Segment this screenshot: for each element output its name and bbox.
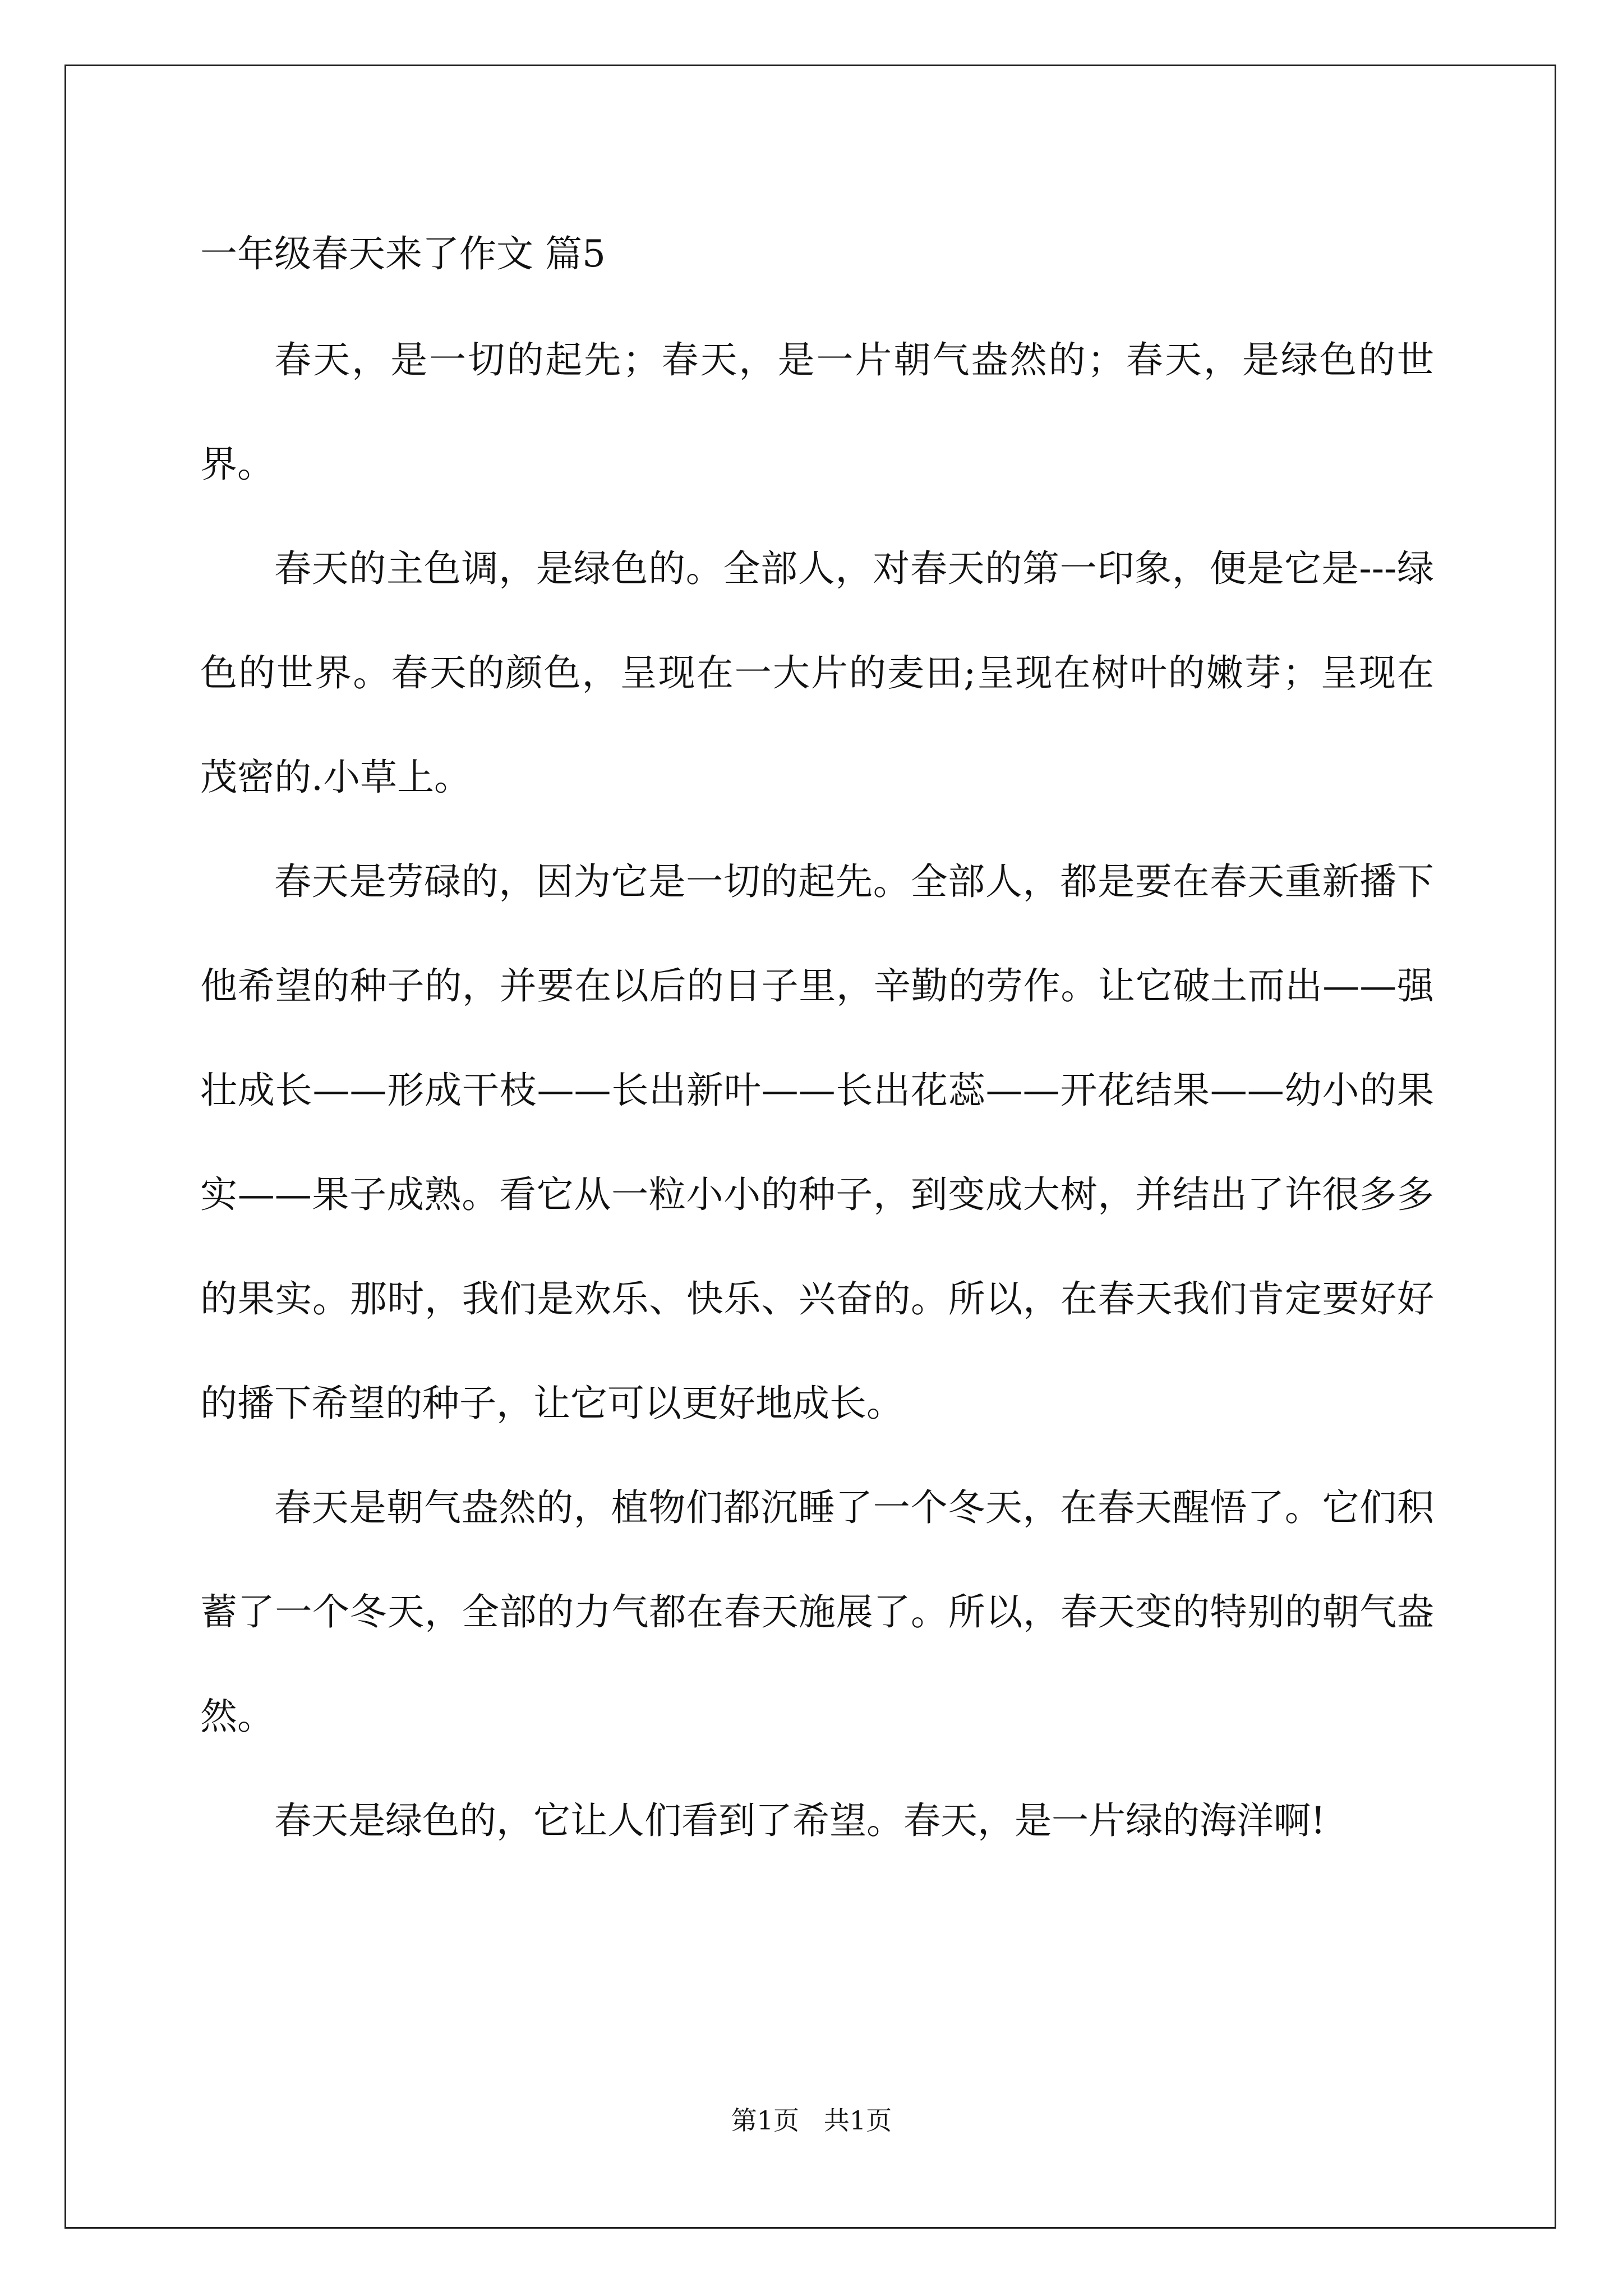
page-footer: 第1页 共1页: [731, 2105, 892, 2136]
document-title: 一年级春天来了作文 篇5: [200, 232, 606, 275]
paragraph-3: 春天是劳碌的，因为它是一切的起先。全部人，都是要在春天重新播下他希望的种子的，并要在以后的日子里，辛勤的劳作。让它破土而出——强壮成长——形成干枝——长出新叶——长出花蕊——开花结果——幼小的果实——果子成熟。看它从一粒小小的种子，到变成大树，并结出了许很多多的果实。那时，我们是欢乐、快乐、兴奋的。所以，在春天我们肯定要好好的播下希望的种子，让它可以更好地成长。: [200, 860, 1434, 1425]
paragraph-5: 春天是绿色的，它让人们看到了希望。春天，是一片绿的海洋啊!: [274, 1799, 1326, 1842]
document-body: [200, 222, 1434, 1873]
paragraph-1: 春天，是一切的起先；春天，是一片朝气盎然的；春天，是绿色的世界。: [200, 338, 1434, 486]
paragraph-2: 春天的主色调，是绿色的。全部人，对春天的第一印象，便是它是---绿色的世界。春天的颜色，呈现在一大片的麦田;呈现在树叶的嫩芽；呈现在茂密的.小草上。: [200, 547, 1434, 799]
paragraph-4: 春天是朝气盎然的，植物们都沉睡了一个冬天，在春天醒悟了。它们积蓄了一个冬天，全部的力气都在春天施展了。所以，春天变的特别的朝气盎然。: [200, 1486, 1434, 1738]
